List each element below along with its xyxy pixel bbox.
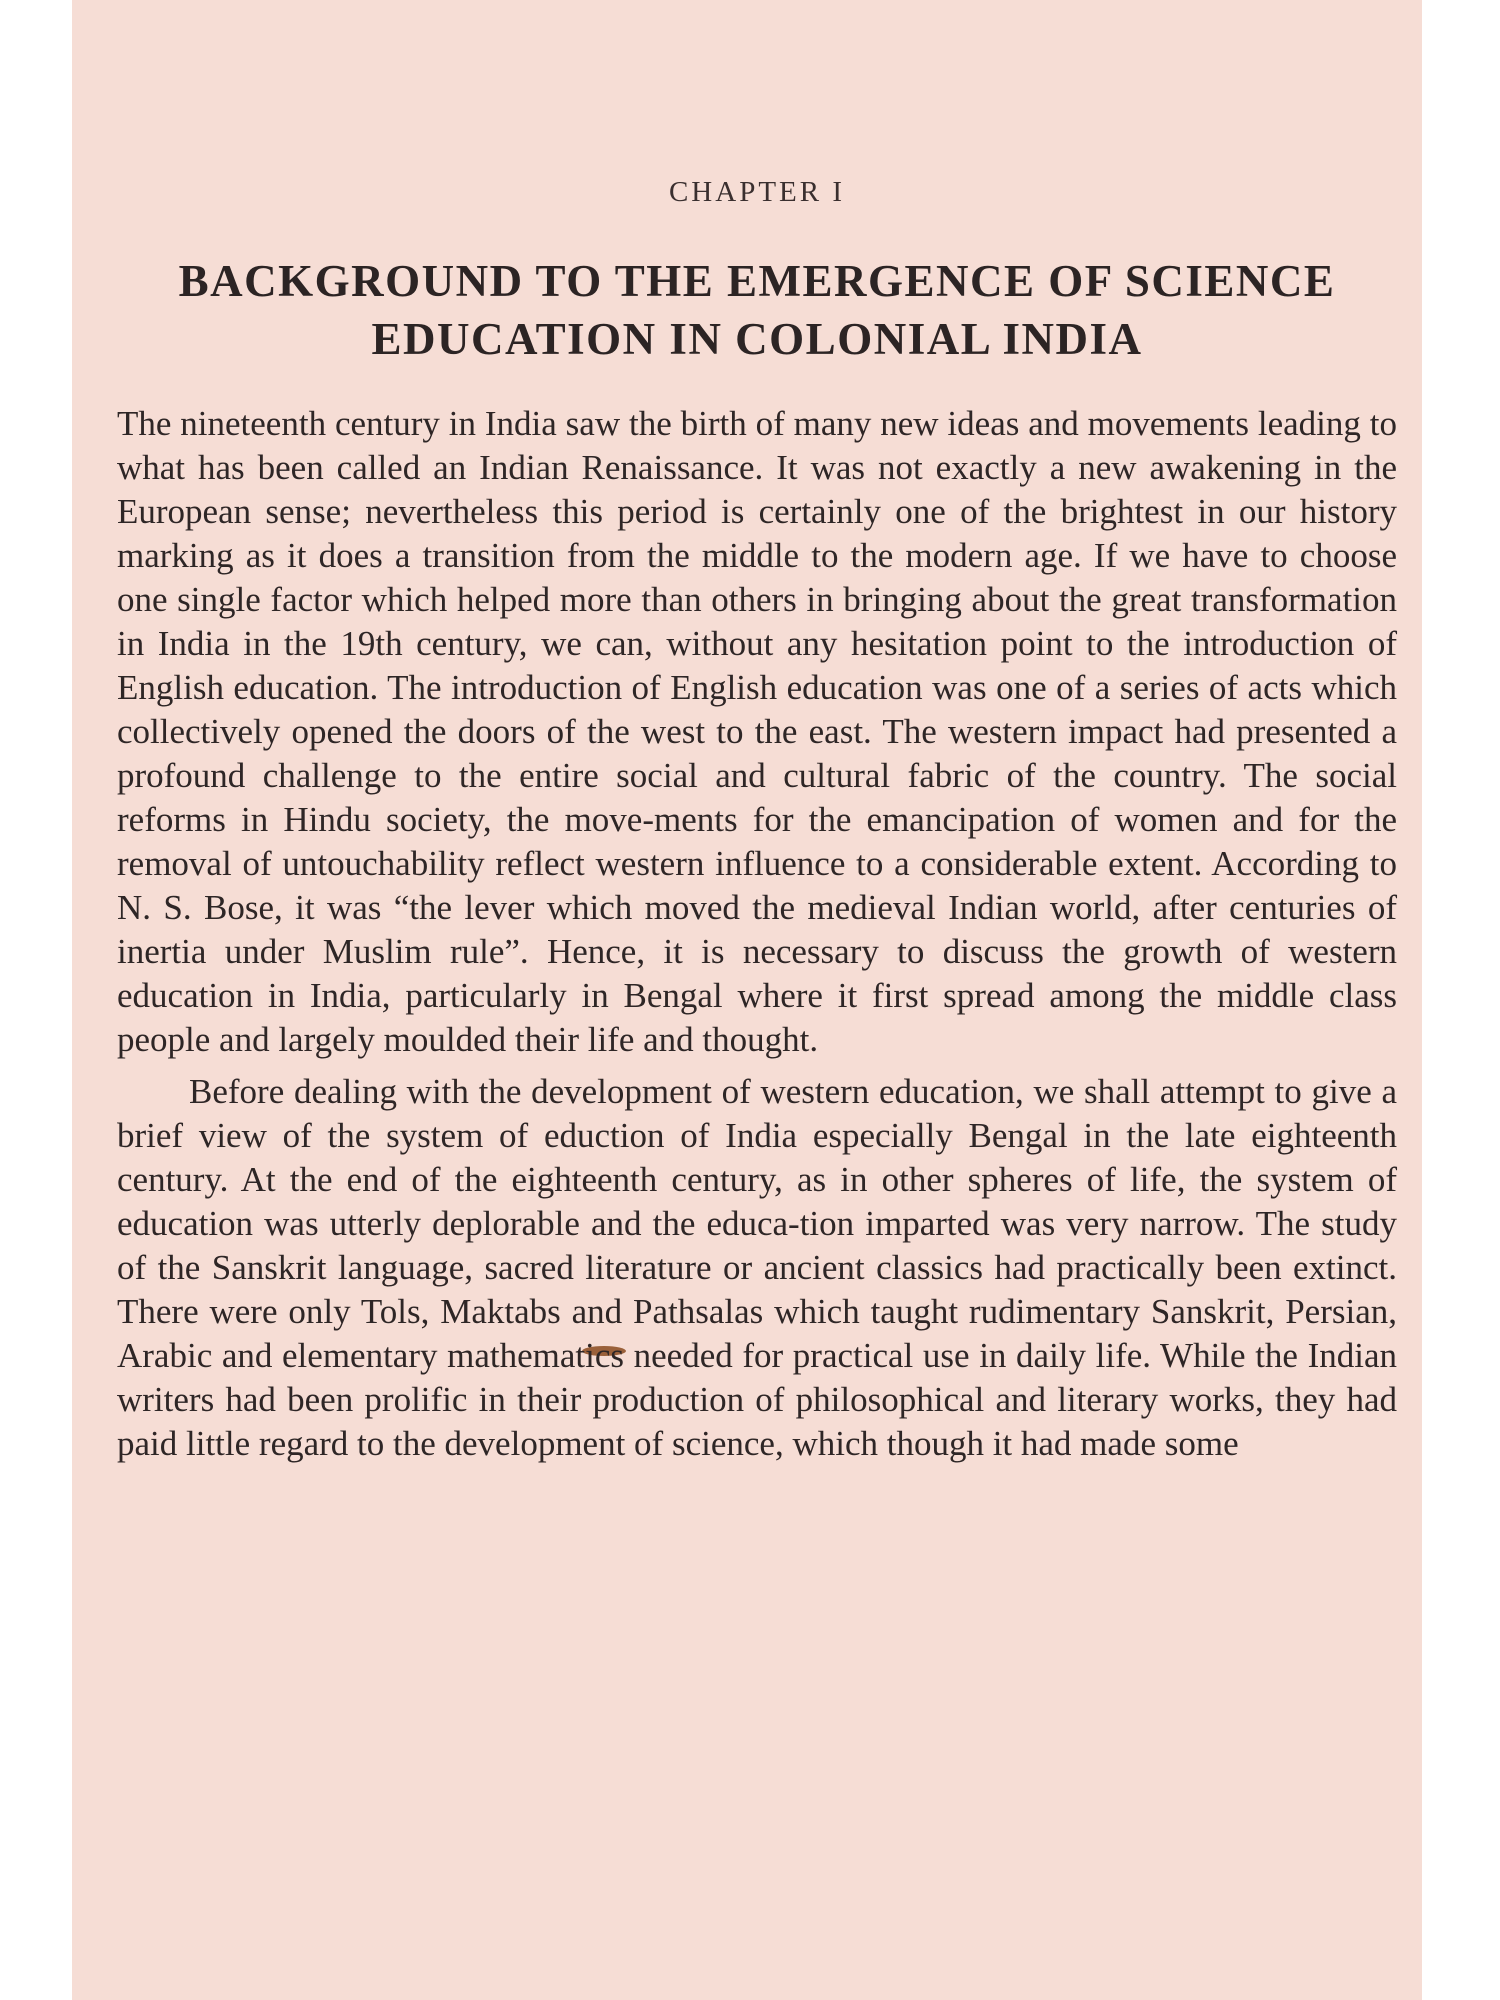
chapter-label: CHAPTER I xyxy=(668,176,846,208)
book-page xyxy=(72,0,1422,2000)
paragraph-2: Before dealing with the development of western education, we shall attempt to give a brief view of the system of eduction of India especially Bengal in the late eighteenth century. At the end of the eighteenth century, as in other spheres of life, the system of education was utterly deplorable and the educa-tion imparted was very narrow. The study of the Sanskrit language, sacred literature or ancient classics had practically been extinct. There were only Tols, Maktabs and Pathsalas which taught rudimentary Sanskrit, Persian, Arabic and elementary mathematics needed for practical use in daily life. While the Indian writers had been prolific in their production of philosophical and literary works, they had paid little regard to the development of science, which though it had made some xyxy=(117,1072,1397,1463)
chapter-title: BACKGROUND TO THE EMERGENCE OF SCIENCE EDUCATION IN COLONIAL INDIA xyxy=(178,256,1336,364)
paragraph-1: The nineteenth century in India saw the birth of many new ideas and movements leading to what has been called an Indian Renaissance. It was not exactly a new awakening in the European sense; nevertheless this period is certainly one of the brightest in our history marking as it does a transition from the middle to the modern age. If we have to choose one single factor which helped more than others in bringing about the great transformation in India in the 19th century, we can, without any hesitation point to the introduction of English education. The introduction of English education was one of a series of acts which collectively opened the doors of the west to the east. The western impact had presented a profound challenge to the entire social and cultural fabric of the country. The social reforms in Hindu society, the move-ments for the emancipation of women and for the removal of untouchability reflect western influence to a considerable extent. According to N. S. Bose, it was “the lever which moved the medieval Indian world, after centuries of inertia under Muslim rule”. Hence, it is necessary to discuss the growth of western education in India, particularly in Bengal where it first spread among the middle class people and largely moulded their life and thought. xyxy=(117,404,1397,1059)
body-text xyxy=(117,402,1397,1474)
